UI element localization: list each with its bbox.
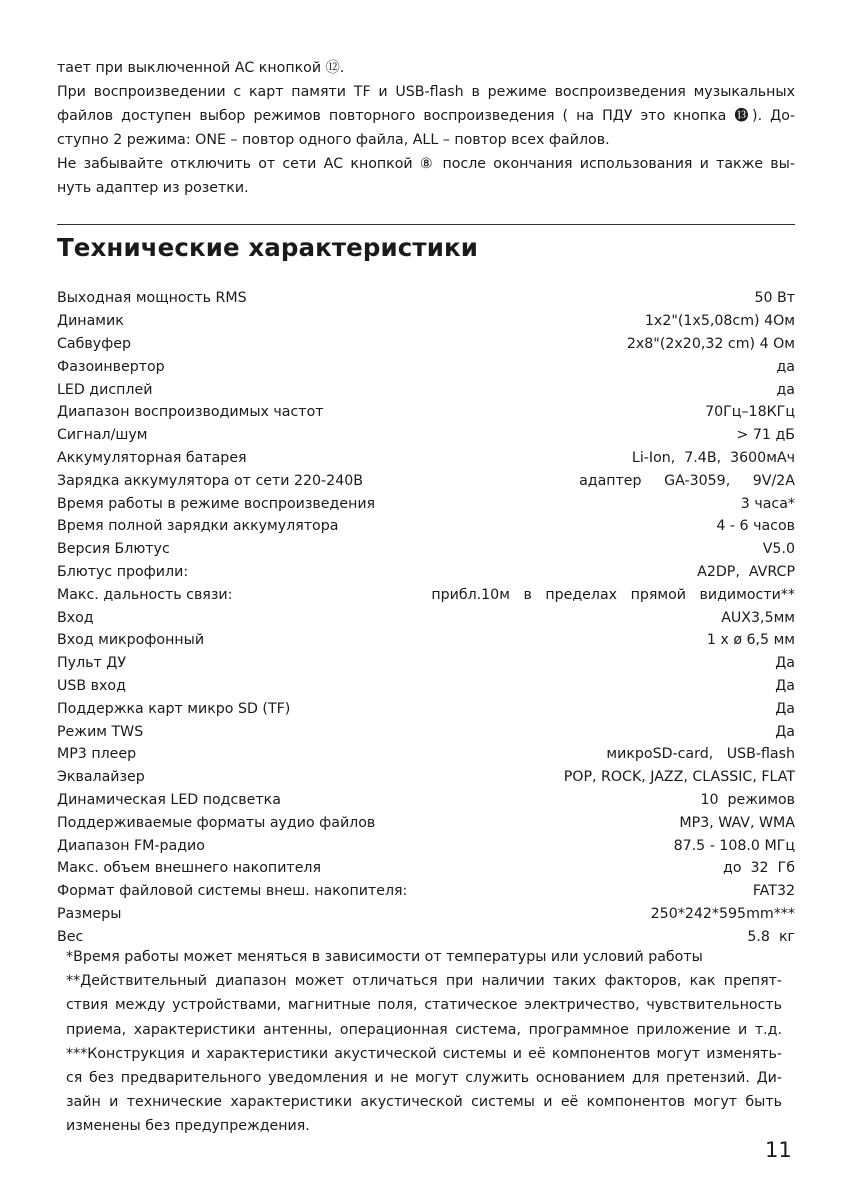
spec-label: Блютус профили: [57,563,189,580]
spec-value: микроSD-card, USB-flash [606,746,795,763]
spec-label: LED дисплей [57,381,153,398]
footnote-line: **Действительный диапазон может отличаться при наличии таких факторов, как препят- [66,973,782,990]
spec-label: Макс. объем внешнего накопителя [57,860,322,877]
spec-label: Вход микрофонный [57,632,205,649]
spec-value: прибл.10м в пределах прямой видимости** [431,586,795,603]
spec-label: Фазоинвертор [57,358,165,375]
spec-value: AUX3,5мм [721,609,795,626]
spec-label: Пульт ДУ [57,655,126,672]
spec-label: Поддержка карт микро SD (TF) [57,700,291,717]
spec-row [57,469,795,492]
spec-value: 87.5 - 108.0 МГц [673,837,795,854]
spec-value: MP3, WAV, WMA [679,814,795,831]
intro-line: файлов доступен выбор режимов повторного воспроизведения ( на ПДУ это кнопка ⓭). До- [57,108,795,124]
section-heading: Технические характеристики [57,233,478,262]
intro-line: тает при выключенной АС кнопкой ⑫. [57,60,345,76]
spec-label: Диапазон воспроизводимых частот [57,404,324,421]
footnote-line: зайн и технические характеристики акустической системы и её компонентов могут быть [66,1094,782,1111]
spec-row [57,378,795,401]
spec-row [57,743,795,766]
footnote-line: *Время работы может меняться в зависимости от температуры или условий работы [66,949,703,965]
spec-value: Да [775,723,795,740]
spec-label: Диапазон FM-радио [57,837,205,854]
spec-label: Время работы в режиме воспроизведения [57,495,376,512]
spec-row [57,675,795,698]
spec-value: 50 Вт [754,290,795,307]
spec-label: Выходная мощность RMS [57,290,247,307]
footnote-line: изменены без предупреждения. [66,1118,310,1135]
spec-label: Сигнал/шум [57,427,148,444]
section-divider [57,224,795,225]
footnote-line: ствия между устройствами, магнитные поля, статическое электричество, чувствительность [66,997,782,1014]
spec-row [57,766,795,789]
spec-label: USB вход [57,677,126,694]
intro-line: При воспроизведении с карт памяти TF и USB-flash в режиме воспроизведения музыкальных [57,84,795,100]
spec-row [57,652,795,675]
spec-label: Сабвуфер [57,335,131,352]
footnote-line: ся без предварительного уведомления и не могут служить основанием для претензий. Ди- [66,1070,782,1087]
spec-value: Да [775,677,795,694]
spec-value: 1х2"(1х5,08cm) 4Ом [644,313,795,330]
spec-row [57,538,795,561]
intro-text [57,56,795,200]
spec-row [57,629,795,652]
spec-label: MP3 плеер [57,746,137,763]
spec-row [57,333,795,356]
spec-value: 5.8 кг [747,928,795,945]
spec-row [57,811,795,834]
spec-label: Формат файловой системы внеш. накопителя: [57,883,408,900]
spec-row [57,561,795,584]
spec-value: Li-Ion, 7.4В, 3600мАч [631,449,795,466]
spec-row [57,903,795,926]
spec-label: Время полной зарядки аккумулятора [57,518,339,535]
spec-label: Вес [57,928,84,945]
spec-label: Размеры [57,905,122,922]
spec-label: Версия Блютус [57,541,170,558]
footnotes [66,945,782,1139]
page-number: 11 [765,1138,792,1162]
spec-value: 250*242*595mm*** [650,905,795,922]
spec-row [57,310,795,333]
spec-row [57,355,795,378]
spec-value: да [776,358,795,375]
spec-row [57,583,795,606]
spec-row [57,720,795,743]
intro-line: Не забывайте отключить от сети АС кнопкой ⑧ после окончания использования и также вы- [57,156,795,172]
spec-label: Вход [57,609,94,626]
spec-value: адаптер GA-3059, 9V/2A [579,472,795,489]
spec-label: Аккумуляторная батарея [57,449,247,466]
spec-row [57,857,795,880]
spec-value: FAT32 [752,883,795,900]
spec-value: A2DP, AVRCP [697,563,795,580]
spec-row [57,287,795,310]
spec-value: 3 часа* [740,495,795,512]
spec-label: Динамическая LED подсветка [57,791,281,808]
spec-label: Режим TWS [57,723,144,740]
spec-value: POP, ROCK, JAZZ, CLASSIC, FLAT [563,769,795,786]
spec-row [57,880,795,903]
specs-table [57,287,795,948]
spec-row [57,789,795,812]
intro-line: нуть адаптер из розетки. [57,180,249,196]
spec-value: 4 - 6 часов [716,518,795,535]
spec-row [57,606,795,629]
spec-value: до 32 Гб [723,860,795,877]
spec-value: Да [775,700,795,717]
spec-value: да [776,381,795,398]
spec-label: Зарядка аккумулятора от сети 220-240В [57,472,363,489]
spec-value: Да [775,655,795,672]
spec-row [57,697,795,720]
spec-label: Динамик [57,313,124,330]
spec-value: 2х8"(2х20,32 cm) 4 Ом [626,335,795,352]
spec-value: 1 х ø 6,5 мм [706,632,795,649]
footnote-line: приема, характеристики антенны, операционная система, программное приложение и т.д. [66,1021,782,1038]
spec-row [57,447,795,470]
spec-label: Эквалайзер [57,769,145,786]
spec-row [57,424,795,447]
spec-row [57,492,795,515]
spec-row [57,401,795,424]
spec-label: Макс. дальность связи: [57,586,233,603]
spec-label: Поддерживаемые форматы аудио файлов [57,814,376,831]
spec-row [57,834,795,857]
spec-value: > 71 дБ [736,427,795,444]
spec-row [57,515,795,538]
spec-value: 70Гц–18КГц [705,404,795,421]
spec-value: V5.0 [762,541,795,558]
footnote-line: ***Конструкция и характеристики акустической системы и её компонентов могут изменять- [66,1045,782,1062]
intro-line: ступно 2 режима: ONE – повтор одного файла, ALL – повтор всех файлов. [57,132,610,148]
spec-value: 10 режимов [700,791,795,808]
